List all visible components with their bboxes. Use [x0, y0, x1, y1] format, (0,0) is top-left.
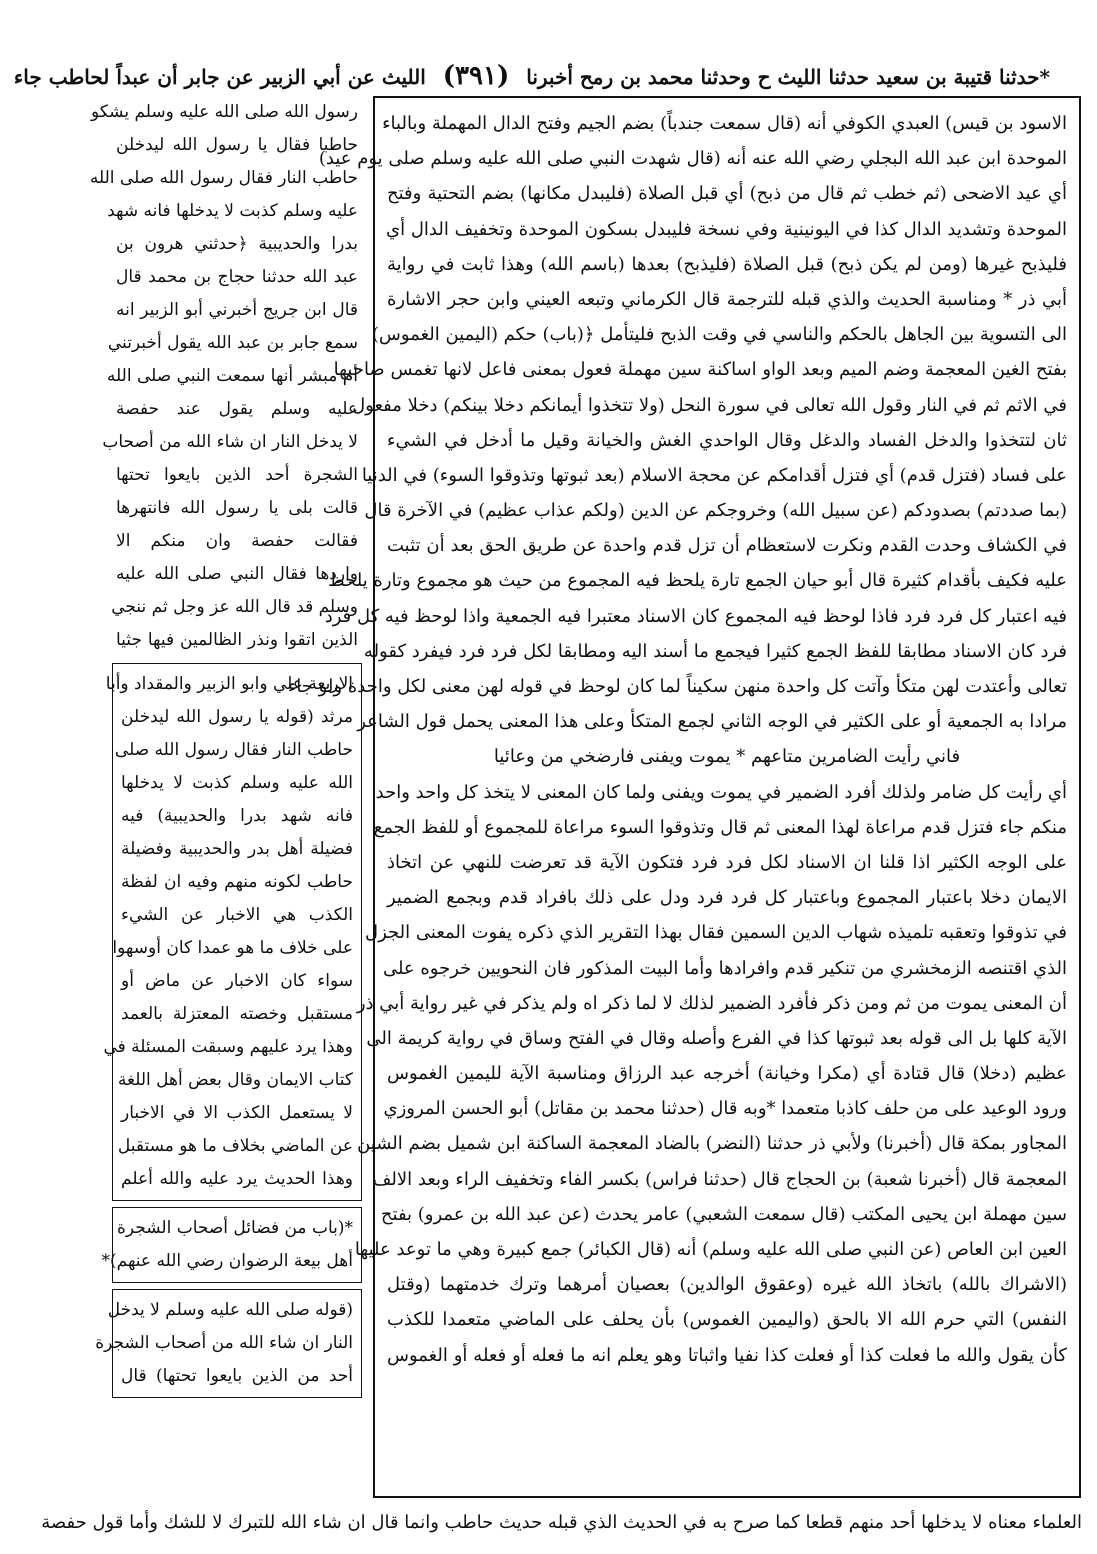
text-line: عبد الله حدثنا حجاج بن محمد قال	[116, 267, 358, 287]
text-line: مرثد (قوله يا رسول الله ليدخلن	[121, 707, 353, 727]
text-line: الشجرة أحد الذين بايعوا تحتها	[116, 465, 358, 485]
text-line: (بما صددتم) بصدودكم (عن سبيل الله) وخروجكم عن الدين (ولكم عذاب عظيم) في الآخرة قال	[364, 500, 1067, 522]
text-line: الله عليه وسلم كذبت لا يدخلها	[121, 773, 353, 793]
margin-hadith-text	[89, 96, 362, 657]
text-line: وهذا الحديث يرد عليه والله أعلم	[121, 1169, 353, 1189]
text-line: فليذبح غيرها (ومن لم يكن ذبح) قبل الصلاة (فليذبح) بعدها (باسم الله) وهذا ثابت في رواية	[387, 253, 1067, 275]
text-line: فاني رأيت الضامرين متاعهم * يموت ويفنى فارضخي من وعائيا	[493, 746, 961, 768]
text-line: كتاب الايمان وقال بعض أهل اللغة	[117, 1070, 353, 1090]
margin-commentary-box-2	[95, 1289, 362, 1398]
text-line: سمع جابر بن عبد الله يقول أخبرتني	[107, 333, 358, 353]
text-line: عظيم (دخلا) قال قتادة أي (مكرا وخيانة) أخرجه عبد الرزاق ومناسبة الآية لليمين الغموس	[387, 1063, 1067, 1085]
margin-column	[89, 96, 362, 1498]
text-line: كأن يقول والله ما فعلت كذا أو فعلت كذا نفيا واثباتا وهو يعلم انه ما فعله أو فعله أو الغموس	[387, 1344, 1067, 1366]
text-line: (الاشراك بالله) باتخاذ الله غيره (وعقوق الوالدين) بعصيان أمرهما وترك خدمتهما (وقتل	[387, 1274, 1067, 1296]
text-line: أحد من الذين بايعوا تحتها) قال	[121, 1366, 353, 1386]
text-line: النار ان شاء الله من أصحاب الشجرة	[95, 1333, 353, 1353]
text-line: على الوجه الكثير اذا قلنا ان الاسناد لكل فرد فرد فتكون الآية قد تعرضت للنهي عن اتخاذ	[387, 851, 1067, 873]
text-line: حاطب لكونه منهم وفيه ان لفظة	[121, 872, 353, 892]
text-line: فرد كان الاسناد مطابقا للفظ الجمع كثيرا فيجمع ما أسند اليه ومطابقا لكل فرد فرد فيفرد كقوله	[363, 640, 1067, 662]
text-line: مستقبل وخصته المعتزلة بالعمد	[121, 1004, 353, 1024]
text-line: في الاثم ثم في النار وقول الله تعالى في سورة النحل (ولا تتخذوا أيمانكم دخلا بينكم) دخلا مفعول	[352, 394, 1067, 416]
text-line: في الكشاف وحدت القدم ونكرت لاستعظام أن تزل قدم واحدة عن طريق الحق بعد أن تثبت	[387, 535, 1067, 557]
text-line: أي رأيت كل ضامر ولذلك أفرد الضمير في يموت ويفنى ولما كان المعنى لا يتخذ كل واحد واحد	[375, 781, 1067, 803]
text-line: النفس) التي حرم الله الا بالحق (واليمين الغموس) بأن يحلف على الماضي متعمدا للكذب	[387, 1309, 1067, 1331]
text-line: بدرا والحديبية ﴿حدثني هرون بن	[116, 234, 358, 254]
margin-chapter-heading	[101, 1207, 362, 1283]
text-line: الموحدة ابن عبد الله البجلي رضي الله عنه أنه (قال شهدت النبي صلى الله عليه وسلم صلى يوم عيد)	[318, 148, 1067, 170]
text-line: الموحدة وتشديد الدال كذا في اليونينية وفي نسخة فليبدل بسكون الموحدة وتخفيف الدال أي	[386, 218, 1067, 240]
text-line: الى التسوية بين الجاهل بالحكم والناسي في وقت الذبح فليتأمل ﴿(باب) حكم (اليمين الغموس)	[371, 324, 1067, 346]
text-line: عليه فكيف بأقدام كثيرة قال أبو حيان الجمع تارة يلحظ فيه المجموع من حيث هو مجموع وتارة يلحظ	[328, 570, 1067, 592]
text-line: أم مبشر أنها سمعت النبي صلى الله	[106, 366, 358, 386]
text-line: فانه شهد بدرا والحديبية) فيه	[121, 806, 353, 826]
text-line: أن المعنى يموت من ثم ومن ذكر فأفرد الضمير لذلك لا لما ذكر اه ولم يذكر في غير رواية أبي ذر	[356, 992, 1067, 1014]
text-line: لا يستعمل الكذب الا في الاخبار	[121, 1103, 353, 1123]
header-right-text: *حدثنا قتيبة بن سعيد حدثنا الليث ح وحدثنا محمد بن رمح أخبرنا	[526, 65, 1050, 89]
text-line: الذي اقتنصه الزمخشري من تنكير قدم وافرادها وأما البيت المذكور فان النحويين خرجوه على	[382, 957, 1067, 979]
text-line: عليه وسلم يقول عند حفصة	[116, 399, 358, 419]
page-number: (٣٩١)	[442, 61, 510, 91]
text-line: منكم جاء فتزل قدم مراعاة لهذا المعنى ثم قال وتذوقوا السوء مراعاة للمجموع أو للفظ الجمع	[373, 816, 1067, 838]
text-line: *(باب من فضائل أصحاب الشجرة	[116, 1218, 353, 1238]
text-line: في تذوقوا وتعقبه تلميذه شهاب الدين السمين فقال بهذا التقرير الذي ذكره يفوت المعنى الجزل	[365, 922, 1067, 944]
text-line: أهل بيعة الرضوان رضي الله عنهم)*	[101, 1251, 353, 1271]
text-line: العين ابن العاص (عن النبي صلى الله عليه وسلم) أنه (قال الكبائر) جمع كبيرة وهي ما توعد عليها	[354, 1239, 1067, 1260]
main-commentary-column	[287, 96, 1081, 1498]
text-line: الآية كلها بل الى قوله بعد ثبوتها كذا في الفرع وأصله وقال في الفتح وساق في رواية كريمة الى	[366, 1027, 1067, 1049]
text-line: تعالى وأعتدت لهن متكأ وآتت كل واحدة منهن سكيناً لما كان لوحظ في قوله لهن معنى لكل واحدة ولو جاء	[287, 676, 1067, 697]
text-line: عليه وسلم كذبت لا يدخلها فانه شهد	[107, 201, 358, 221]
text-line: فضيلة أهل بدر والحديبية وفضيلة	[121, 839, 353, 859]
text-line: وهذا يرد عليهم وسبقت المسئلة في	[103, 1037, 353, 1057]
text-line: فيه اعتبار كل فرد فرد فاذا لوحظ فيه المجموع كان الاسناد معتبرا فيه الجمعية واذا لوحظ فيه كل فرد	[324, 605, 1067, 627]
text-line: أبي ذر * ومناسبة الحديث والذي قبله للترجمة قال الكرماني وتبعه العيني وابن حجر الاشارة	[387, 288, 1067, 310]
text-line: قالت بلى يا رسول الله فانتهرها	[116, 498, 358, 518]
text-line: ثان لتتخذوا والدخل الفساد والدغل وقال الواحدي الغش والخيانة وقيل ما أدخل في الشيء	[387, 429, 1067, 451]
text-line: على فساد (فتزل قدم) أي فتزل أقدامكم عن محجة الاسلام (بعد ثبوتها وتذوقوا السوء) في الدنيا	[361, 464, 1067, 486]
text-line: على خلاف ما هو عمدا كان أوسهوا	[112, 938, 353, 958]
text-line: لا يدخل النار ان شاء الله من أصحاب	[102, 432, 358, 452]
page-footer-text: العلماء معناه لا يدخلها أحد منهم قطعا كما صرح به في الحديث الذي قبله حديث حاطب وانما قال ان شاء الله للتبرك لا للشك وأما قول حفصة	[41, 1512, 1082, 1533]
text-line: واردها فقال النبي صلى الله عليه	[116, 564, 358, 584]
text-line: بفتح الغين المعجمة وضم الميم وبعد الواو اساكنة سين مهملة فعول بمعنى فاعل لانها تغمس صاحبها	[333, 359, 1067, 381]
text-line: أي عيد الاضحى (ثم خطب ثم قال من ذبح) أي قبل الصلاة (فليبدل مكانها) بضم التحتية وفتح	[387, 183, 1067, 205]
header-left-text: الليث عن أبي الزبير عن جابر أن عبداً لحاطب جاء	[13, 65, 426, 89]
text-line: سواء كان الاخبار عن ماض أو	[121, 971, 353, 991]
text-line: حاطب النار فقال رسول الله صلى	[114, 740, 353, 760]
text-line: المجاور بمكة قال (أخبرنا) ولأبي ذر حدثنا (النضر) بالضاد المعجمة الساكنة ابن شميل بضم الشين	[357, 1133, 1067, 1155]
text-line: حاطبا فقال يا رسول الله ليدخلن	[116, 135, 358, 155]
text-line: قال ابن جريج أخبرني أبو الزبير انه	[116, 300, 358, 320]
text-line: الذين اتقوا ونذر الظالمين فيها جثيا	[116, 630, 358, 650]
page-header	[13, 56, 1050, 96]
text-line: المعجمة قال (أخبرنا شعبة) بن الحجاج قال (حدثنا فراس) بكسر الفاء وتخفيف الراء وبعد الالف	[372, 1168, 1067, 1190]
text-line: مرادا به الجمعية أو على الكثير في الوجه الثاني لجمع المتكأ وعلى هذا المعنى يحمل قول الشاعر	[357, 711, 1067, 733]
text-line: رسول الله صلى الله عليه وسلم يشكو	[90, 102, 358, 122]
text-line: عن الماضي بخلاف ما هو مستقبل	[117, 1136, 353, 1156]
text-line: ورود الوعيد على من حلف كاذبا متعمدا *وبه قال (حدثنا محمد بن مقاتل) أبو الحسن المروزي	[383, 1098, 1067, 1120]
text-line: حاطب النار فقال رسول الله صلى الله	[89, 168, 358, 188]
text-line: (قوله صلى الله عليه وسلم لا يدخل	[107, 1300, 353, 1320]
text-line: الاربعة علي وابو الزبير والمقداد وأبا	[105, 674, 353, 694]
text-line: سين مهملة ابن يحيى المكتب (قال سمعت الشعبي) عامر يحدث (عن عبد الله بن عمرو) بفتح	[380, 1203, 1067, 1225]
text-line: وسلم قد قال الله عز وجل ثم ننجي	[111, 597, 358, 617]
text-line: الكذب هي الاخبار عن الشيء	[121, 905, 353, 925]
text-line: الايمان دخلا باعتبار المجموع وباعتبار كل فرد فرد ودل على ذلك بافراد قدم وبجمع الضمير	[387, 887, 1067, 909]
text-line: فقالت حفصة وان منكم الا	[116, 531, 358, 551]
margin-commentary-box	[103, 663, 362, 1201]
text-line: الاسود بن قيس) العبدي الكوفي أنه (قال سمعت جندباً) بضم الجيم وفتح الدال المهملة وبالباء	[382, 113, 1067, 134]
